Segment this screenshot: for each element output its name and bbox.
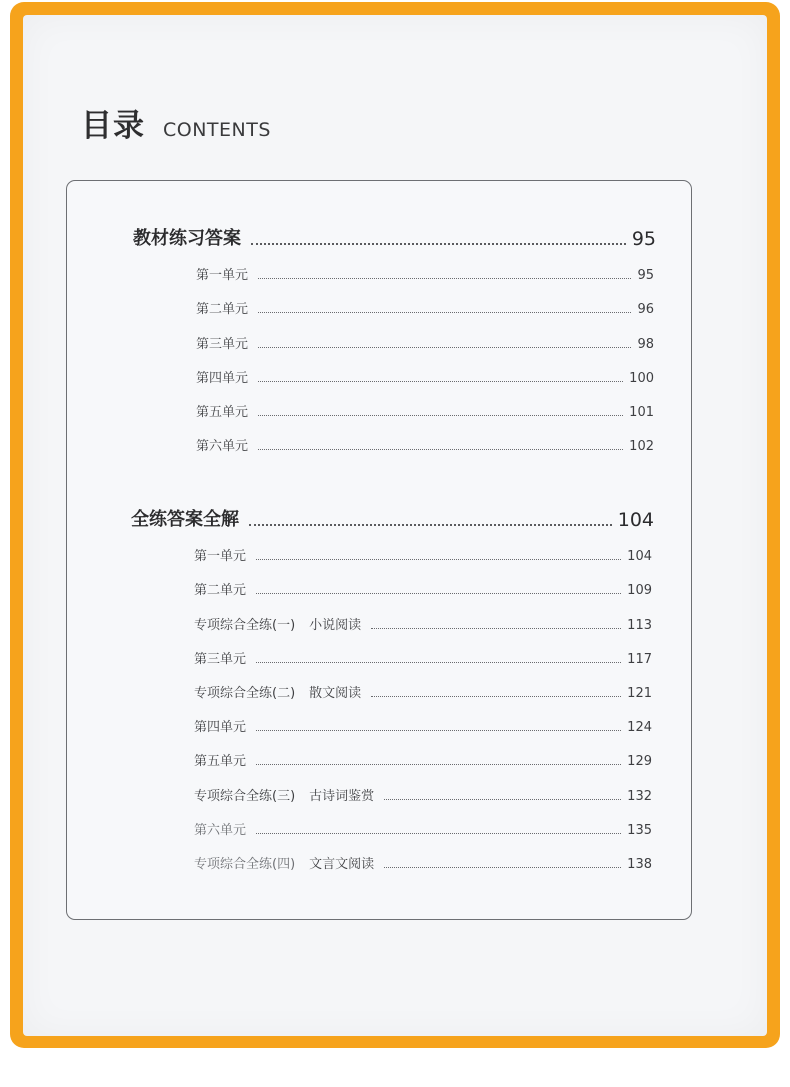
- toc-entry[interactable]: [196, 333, 654, 352]
- entry-label: 第三单元: [194, 652, 247, 667]
- page-heading: [81, 100, 271, 145]
- entry-label: 第二单元: [194, 583, 247, 598]
- entry-page: 95: [637, 268, 654, 283]
- leader-dots: [256, 593, 621, 594]
- toc-entry[interactable]: [194, 819, 652, 838]
- toc-entry[interactable]: [194, 785, 652, 804]
- toc-entry[interactable]: [194, 682, 652, 701]
- entry-label: [194, 614, 361, 633]
- leader-dots: [384, 867, 621, 868]
- entry-label: 第一单元: [196, 268, 249, 283]
- entry-page: 104: [627, 549, 652, 564]
- toc-entry[interactable]: [194, 716, 652, 735]
- entry-series: 专项综合全练(二): [194, 686, 296, 701]
- leader-dots: [258, 278, 631, 279]
- toc-entry[interactable]: [194, 614, 652, 633]
- toc-entry[interactable]: [194, 545, 652, 564]
- entry-page: 132: [627, 789, 652, 804]
- leader-dots: [251, 243, 626, 245]
- leader-dots: [256, 764, 621, 765]
- entry-topic: 文言文阅读: [309, 857, 375, 872]
- leader-dots: [256, 833, 621, 834]
- toc-section-textbook-answers[interactable]: [133, 224, 656, 250]
- entry-topic: 小说阅读: [309, 618, 362, 633]
- entry-label: [194, 785, 374, 804]
- leader-dots: [258, 347, 631, 348]
- entry-page: 101: [629, 405, 654, 420]
- toc-entry[interactable]: [194, 853, 652, 872]
- section-title: 教材练习答案: [133, 228, 241, 249]
- leader-dots: [258, 415, 623, 416]
- entry-page: 129: [627, 754, 652, 769]
- entry-page: 124: [627, 720, 652, 735]
- heading-title-en: CONTENTS: [163, 119, 271, 141]
- leader-dots: [371, 628, 621, 629]
- toc-entry[interactable]: [196, 264, 654, 283]
- entry-page: 113: [627, 618, 652, 633]
- leader-dots: [256, 662, 621, 663]
- entry-page: 102: [629, 439, 654, 454]
- entry-page: 121: [627, 686, 652, 701]
- section-page: 95: [631, 228, 656, 250]
- leader-dots: [249, 524, 612, 526]
- leader-dots: [256, 559, 621, 560]
- heading-title-zh: 目录: [81, 108, 145, 144]
- entry-page: 117: [627, 652, 652, 667]
- toc-section-full-answers[interactable]: [131, 505, 654, 531]
- entry-label: 第五单元: [194, 754, 247, 769]
- entry-page: 109: [627, 583, 652, 598]
- leader-dots: [258, 312, 631, 313]
- entry-page: 100: [629, 371, 654, 386]
- entry-label: 第六单元: [194, 823, 247, 838]
- entry-topic: 古诗词鉴赏: [309, 789, 375, 804]
- entry-label: 第四单元: [194, 720, 247, 735]
- section-title: 全练答案全解: [131, 509, 239, 530]
- entry-label: [194, 682, 361, 701]
- entry-series: 专项综合全练(四): [194, 857, 296, 872]
- entry-page: 96: [637, 302, 654, 317]
- leader-dots: [258, 381, 623, 382]
- entry-label: 第五单元: [196, 405, 249, 420]
- leader-dots: [256, 730, 621, 731]
- entry-page: 138: [627, 857, 652, 872]
- entry-label: 第一单元: [194, 549, 247, 564]
- leader-dots: [371, 696, 621, 697]
- toc-entry[interactable]: [196, 435, 654, 454]
- toc-entry[interactable]: [196, 401, 654, 420]
- toc-entry[interactable]: [194, 648, 652, 667]
- toc-entry[interactable]: [196, 367, 654, 386]
- toc-entry[interactable]: [194, 579, 652, 598]
- leader-dots: [258, 449, 623, 450]
- entry-label: [194, 853, 374, 872]
- toc-entry[interactable]: [194, 750, 652, 769]
- entry-topic: 散文阅读: [309, 686, 362, 701]
- leader-dots: [384, 799, 621, 800]
- section-page: 104: [617, 509, 654, 531]
- entry-page: 135: [627, 823, 652, 838]
- entry-label: 第二单元: [196, 302, 249, 317]
- entry-label: 第六单元: [196, 439, 249, 454]
- entry-series: 专项综合全练(一): [194, 618, 296, 633]
- entry-label: 第四单元: [196, 371, 249, 386]
- entry-label: 第三单元: [196, 337, 249, 352]
- entry-series: 专项综合全练(三): [194, 789, 296, 804]
- entry-page: 98: [637, 337, 654, 352]
- toc-entry[interactable]: [196, 298, 654, 317]
